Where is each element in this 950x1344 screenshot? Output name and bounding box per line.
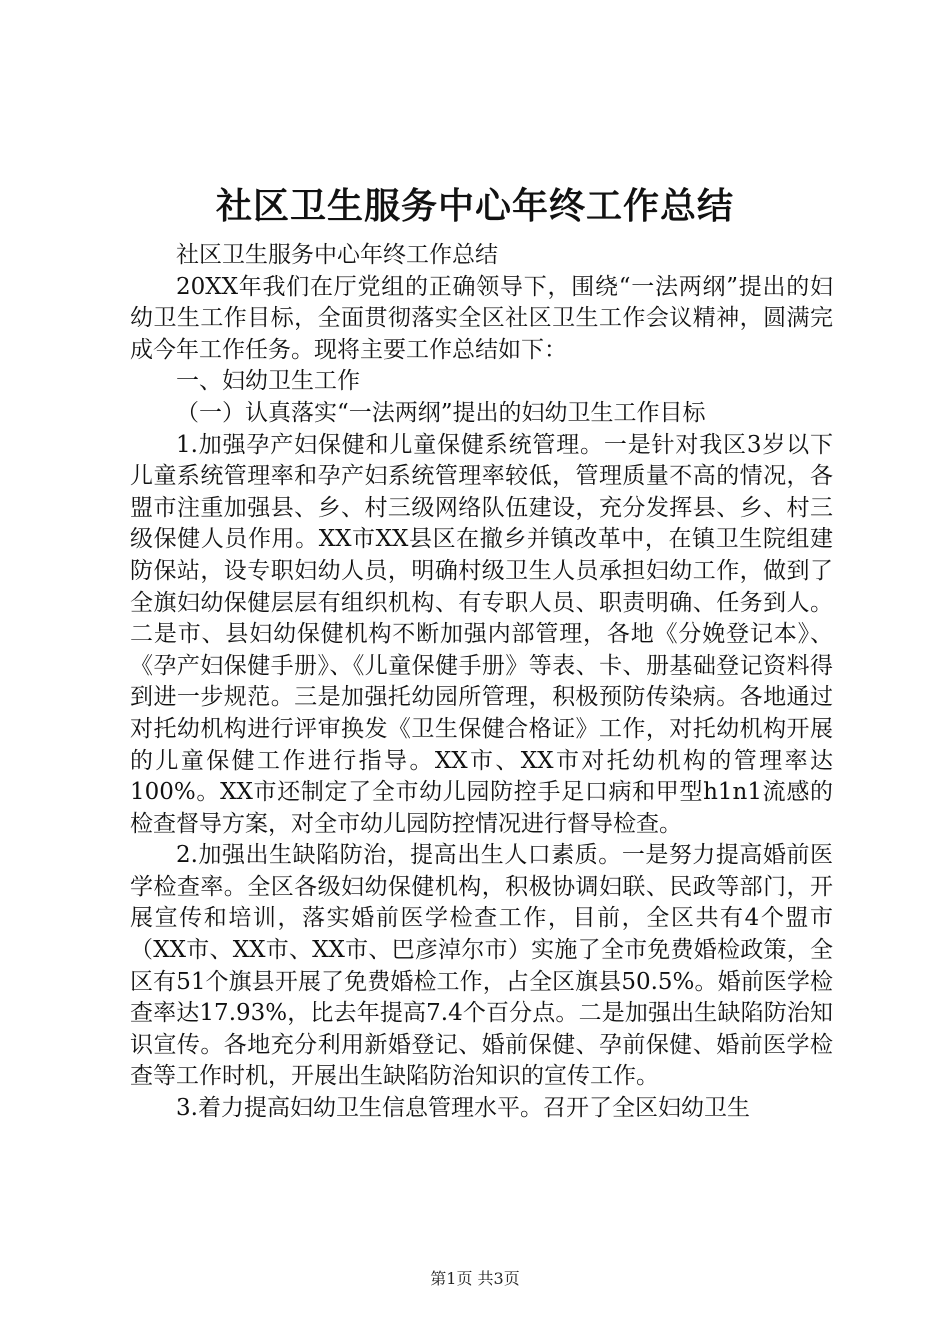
subsection-heading: （一）认真落实“一法两纲”提出的妇幼卫生工作目标 xyxy=(176,399,706,426)
document-body xyxy=(130,240,833,1125)
paragraph-item-3: 3.着力提高妇幼卫生信息管理水平。召开了全区妇幼卫生 xyxy=(176,1095,750,1122)
document-title: 社区卫生服务中心年终工作总结 xyxy=(215,185,734,227)
paragraph-item-2: 2.加强出生缺陷防治，提高出生人口素质。一是努力提高婚前医学检查率。全区各级妇幼保健机构，积极协调妇联、民政等部门，开展宣传和培训，落实婚前医学检查工作，目前，全区共有4个盟市（XX市、XX市、XX市、巴彦淖尔市）实施了全市免费婚检政策，全区有51个旗县开展了免费婚检工作，占全区旗县50.5%。婚前医学检查率达17.93%，比去年提高7.4个百分点。二是加强出生缺陷防治知识宣传。各地充分利用新婚登记、婚前保健、孕前保健、婚前医学检查等工作时机，开展出生缺陷防治知识的宣传工作。 xyxy=(130,842,833,1090)
section-heading: 一、妇幼卫生工作 xyxy=(176,368,360,395)
page-footer: 第1页 共3页 xyxy=(430,1269,520,1288)
paragraph-item-1: 1.加强孕产妇保健和儿童保健系统管理。一是针对我区3岁以下儿童系统管理率和孕产妇系统管理率较低，管理质量不高的情况，各盟市注重加强县、乡、村三级网络队伍建设，充分发挥县、乡、村三级保健人员作用。XX市XX县区在撤乡并镇改革中，在镇卫生院组建防保站，设专职妇幼人员，明确村级卫生人员承担妇幼工作，做到了全旗妇幼保健层层有组织机构、有专职人员、职责明确、任务到人。二是市、县妇幼保健机构不断加强内部管理，各地《分娩登记本》、《孕产妇保健手册》、《儿童保健手册》等表、卡、册基础登记资料得到进一步规范。三是加强托幼园所管理，积极预防传染病。各地通过对托幼机构进行评审换发《卫生保健合格证》工作，对托幼机构开展的儿童保健工作进行指导。XX市、XX市对托幼机构的管理率达100%。XX市还制定了全市幼儿园防控手足口病和甲型h1n1流感的检查督导方案，对全市幼儿园防控情况进行督导检查。 xyxy=(130,431,833,837)
paragraph-intro: 20XX年我们在厅党组的正确领导下，围绕“一法两纲”提出的妇幼卫生工作目标，全面贯彻落实全区社区卫生工作会议精神，圆满完成今年工作任务。现将主要工作总结如下： xyxy=(130,273,833,363)
paragraph-subtitle: 社区卫生服务中心年终工作总结 xyxy=(176,242,498,268)
